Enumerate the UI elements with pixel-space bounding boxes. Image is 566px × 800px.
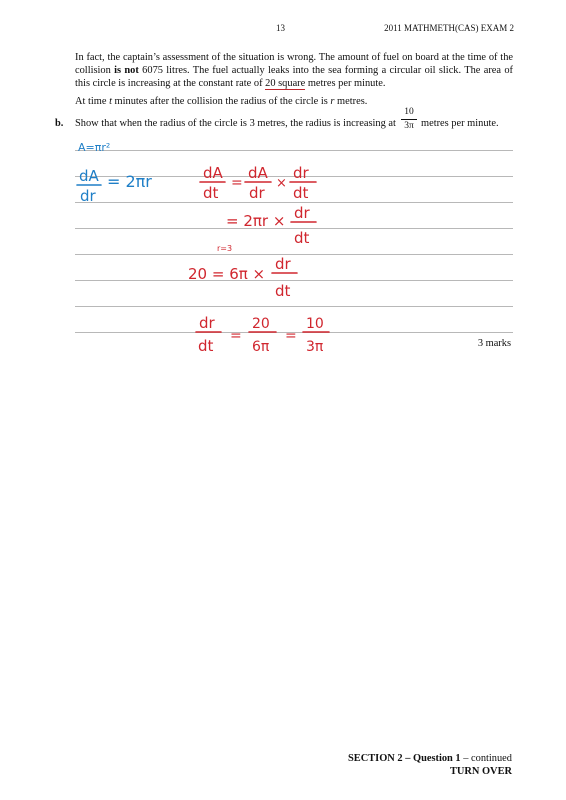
hw-equals: = bbox=[285, 328, 297, 344]
intro-bold-not: is not bbox=[114, 65, 139, 77]
hw-result-den: dt bbox=[198, 337, 214, 355]
question-label: b. bbox=[55, 118, 64, 129]
intro-part3: metres per minute. bbox=[305, 78, 386, 90]
hw-result-num: dr bbox=[199, 314, 215, 332]
hw-line2-den: dt bbox=[294, 229, 310, 247]
hw-area-formula: A=πr² bbox=[78, 141, 111, 154]
hw-deriv-den: dr bbox=[80, 187, 96, 205]
fraction-denominator: 3π bbox=[404, 121, 414, 131]
line2-mid: minutes after the collision the radius of the circle is bbox=[111, 95, 331, 107]
question-tail: metres per minute. bbox=[421, 118, 499, 129]
line2-suffix: metres. bbox=[334, 95, 368, 107]
footer-section-bold: SECTION 2 – Question 1 bbox=[348, 753, 461, 764]
intro-part2: 6075 litres. The fuel actually leaks into the sea forming a circular oil slick. The area of this circle is increasing at the constant rate of bbox=[75, 65, 514, 90]
exam-title: 2011 MATHMETH(CAS) EXAM 2 bbox=[384, 23, 514, 33]
hw-line3-num: dr bbox=[275, 255, 291, 273]
footer-turn-over: TURN OVER bbox=[449, 766, 512, 777]
hw-r-equals-3: r=3 bbox=[217, 244, 233, 253]
hw-deriv-rhs: = 2πr bbox=[107, 172, 152, 191]
line2-prefix: At time bbox=[75, 95, 110, 107]
hw-result-end-den: 3π bbox=[306, 339, 324, 355]
hw-chain-b-den: dt bbox=[293, 184, 309, 202]
intro-part1: In fact, the captain’s assessment of the situation is wrong. The amount of fuel on board at the time of the collision bbox=[75, 52, 513, 77]
hw-chain-a-num: dA bbox=[248, 164, 268, 182]
marks-label: 3 marks bbox=[477, 338, 511, 349]
page-number: 13 bbox=[276, 23, 285, 33]
hw-chain-a-den: dr bbox=[249, 184, 265, 202]
hw-equals: = bbox=[230, 328, 242, 344]
rate-value: 20 square bbox=[265, 78, 306, 90]
footer-section-rest: – continued bbox=[460, 753, 512, 764]
hw-line3-lhs: 20 = 6π × bbox=[188, 265, 266, 283]
hw-chain-b-num: dr bbox=[293, 164, 309, 182]
hw-result-end-num: 10 bbox=[306, 316, 324, 332]
var-t: t bbox=[109, 95, 112, 107]
hw-times: × bbox=[276, 176, 287, 191]
hw-result-mid-num: 20 bbox=[252, 316, 270, 332]
question-text: Show that when the radius of the circle is 3 metres, the radius is increasing at bbox=[75, 118, 396, 129]
hw-line2-num: dr bbox=[294, 204, 310, 222]
hw-result-mid-den: 6π bbox=[252, 339, 270, 355]
hw-chain-lhs-den: dt bbox=[203, 184, 219, 202]
footer-section bbox=[348, 753, 512, 764]
var-r: r bbox=[330, 95, 335, 107]
hw-line2-rhs: = 2πr × bbox=[226, 212, 286, 230]
hw-equals: = bbox=[231, 175, 243, 191]
hw-deriv-num: dA bbox=[79, 167, 99, 185]
hw-chain-lhs-num: dA bbox=[203, 164, 223, 182]
hw-line3-den: dt bbox=[275, 282, 291, 300]
fraction-numerator: 10 bbox=[401, 107, 417, 120]
